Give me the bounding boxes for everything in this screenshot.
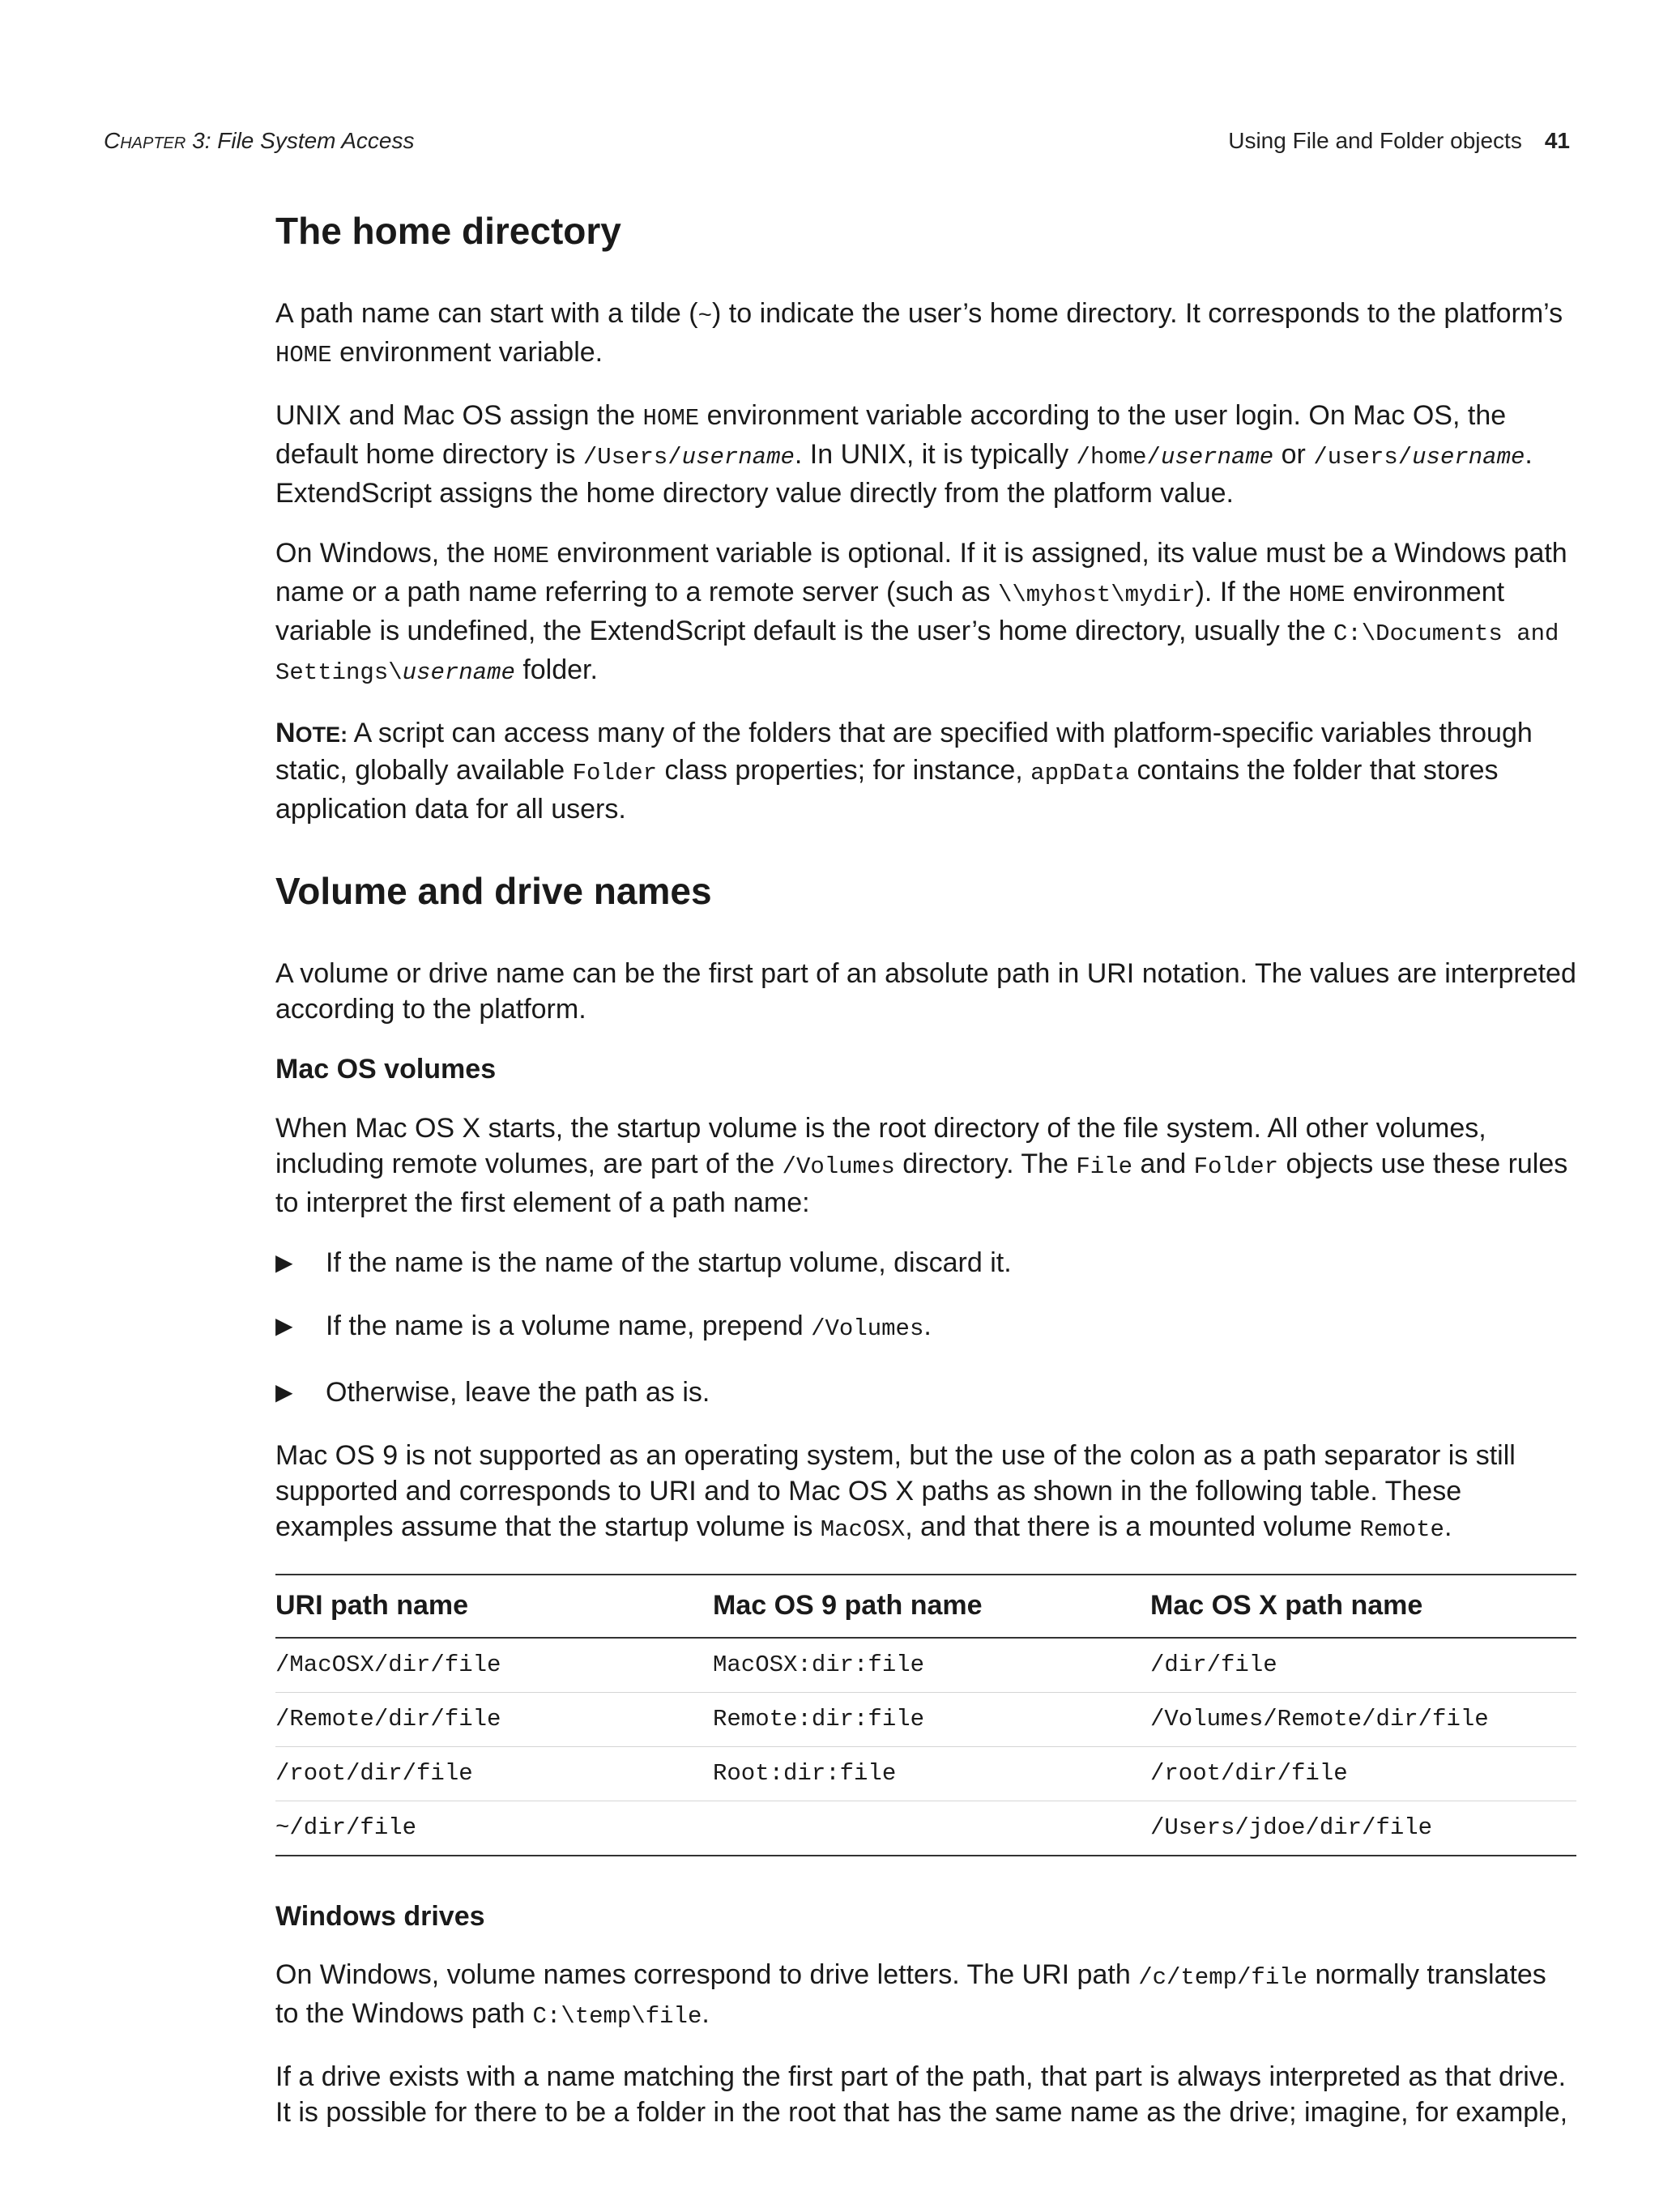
text: folder.: [514, 654, 598, 686]
bullet-arrow-icon: ▶: [275, 1249, 293, 1275]
text: and: [1132, 1148, 1194, 1179]
text: objects use these rules to interpret the first element of a path name:: [275, 1148, 1568, 1218]
mac-paragraph-2: [275, 1438, 1576, 1548]
code-username: username: [1412, 444, 1525, 471]
table-cell: /root/dir/file: [1150, 1746, 1576, 1801]
table-cell: /Volumes/Remote/dir/file: [1150, 1692, 1576, 1746]
table-row: [275, 1638, 1576, 1693]
note-paragraph: [275, 715, 1576, 827]
code-home-path: [1077, 444, 1274, 471]
page-header: [104, 128, 1570, 160]
code-appdata: appData: [1030, 760, 1129, 787]
text: or: [1273, 439, 1314, 471]
table-cell: /Users/jdoe/dir/file: [1150, 1801, 1576, 1856]
code-home: HOME: [275, 342, 332, 369]
text: A script can access many of the folders that are specified with platform-specific variables through static, globally available: [275, 718, 1533, 786]
chapter-name: 3: File System Access: [186, 128, 415, 153]
code-server-path: \\myhost\mydir: [997, 582, 1196, 609]
code-users-path: [583, 444, 795, 471]
text: contains the folder that stores application data for all users.: [275, 755, 1499, 825]
page-number: 41: [1544, 128, 1570, 153]
text: Mac OS 9 is not supported as an operating system, but the use of the colon as a path separator is still supported and corresponds to URI and to Mac OS X paths as shown in the following table. These examples assume that the startup volume is: [275, 1439, 1516, 1542]
list-item: [275, 1308, 1576, 1347]
code-volumes: /Volumes: [811, 1315, 924, 1342]
home-paragraph-2: [275, 398, 1576, 511]
chapter-prefix: Chapter: [104, 128, 186, 153]
text: , and that there is a mounted volume: [905, 1511, 1360, 1542]
heading-windows-drives: Windows drives: [275, 1900, 485, 1932]
text: When Mac OS X starts, the startup volume is the root directory of the file system. All other volumes, including remote volumes, are part of the: [275, 1112, 1486, 1179]
mac-paragraph-1: [275, 1110, 1576, 1221]
text: On Windows, volume names correspond to drive letters. The URI path: [275, 1958, 1139, 1990]
table-cell: MacOSX:dir:file: [713, 1638, 1150, 1693]
text: directory. The: [894, 1148, 1077, 1179]
table-cell: /root/dir/file: [275, 1746, 713, 1801]
windows-paragraph-1: [275, 1957, 1576, 2035]
heading-mac-os-volumes: Mac OS volumes: [275, 1054, 497, 1085]
code-home: HOME: [642, 405, 700, 433]
column-header: Mac OS 9 path name: [713, 1575, 1150, 1638]
text: On Windows, the: [275, 538, 493, 569]
table-cell: Root:dir:file: [713, 1746, 1150, 1801]
section-title: Using File and Folder objects: [1228, 128, 1522, 153]
list-item-text: If the name is a volume name, prepend: [326, 1310, 812, 1341]
code-users-lower-path: [1313, 444, 1525, 471]
code-username: username: [402, 659, 515, 687]
list-item: [275, 1375, 1576, 1410]
table-cell: Remote:dir:file: [713, 1692, 1150, 1746]
note-label-initial: N: [275, 718, 296, 749]
chapter-title: [104, 128, 415, 154]
code-volumes: /Volumes: [782, 1153, 895, 1180]
table-cell: /MacOSX/dir/file: [275, 1638, 713, 1693]
heading-home-directory: The home directory: [275, 210, 621, 252]
code-remote: Remote: [1359, 1515, 1444, 1543]
text: .: [1444, 1511, 1452, 1542]
text: ). If the: [1195, 577, 1289, 608]
note-label: [275, 718, 348, 748]
windows-paragraph-2: If a drive exists with a name matching the first part of the path, that part is always interpreted as that drive. It is possible for there to be a folder in the root that has the same name as the drive; imagine, for example,: [275, 2061, 1568, 2128]
text: ) to indicate the user’s home directory. It corresponds to the platform’s: [712, 298, 1563, 330]
table-row: [275, 1746, 1576, 1801]
table-cell: /Remote/dir/file: [275, 1692, 713, 1746]
text: . In UNIX, it is typically: [794, 439, 1077, 471]
path-table: [275, 1574, 1576, 1856]
text: environment variable is undefined, the ExtendScript default is the user’s home directory, usually the: [275, 577, 1505, 647]
list-item-text: If the name is the name of the startup volume, discard it.: [326, 1247, 1012, 1278]
code-username: username: [681, 444, 795, 471]
code-part: /users/: [1313, 444, 1413, 471]
list-item: [275, 1245, 1576, 1281]
bullet-arrow-icon: ▶: [275, 1379, 293, 1404]
table-row: [275, 1692, 1576, 1746]
rules-list: [275, 1245, 1576, 1410]
text: class properties; for instance,: [657, 755, 1031, 786]
code-home: HOME: [1288, 582, 1346, 609]
home-paragraph-3: [275, 535, 1576, 691]
code-part: C:\Documents and Settings\: [275, 620, 1559, 687]
text: .: [702, 1997, 710, 2029]
table-cell: ~/dir/file: [275, 1801, 713, 1856]
text: normally translates to the Windows path: [275, 1958, 1546, 2029]
table-cell: [713, 1801, 1150, 1856]
table-header-row: [275, 1575, 1576, 1638]
text: UNIX and Mac OS assign the: [275, 400, 643, 432]
volume-intro: A volume or drive name can be the first part of an absolute path in URI notation. The values are interpreted according to the platform.: [275, 958, 1576, 1025]
column-header: Mac OS X path name: [1150, 1575, 1576, 1638]
code-username: username: [1160, 444, 1274, 471]
bullet-arrow-icon: ▶: [275, 1312, 293, 1338]
table-row: [275, 1801, 1576, 1856]
code-folder: Folder: [572, 760, 658, 787]
code-home: HOME: [493, 543, 549, 570]
note-label-rest: OTE:: [295, 722, 348, 748]
code-part: /Users/: [582, 444, 682, 471]
code-file: File: [1076, 1153, 1133, 1180]
code-folder: Folder: [1193, 1153, 1279, 1180]
code-windows-path: C:\temp\file: [532, 2002, 702, 2030]
text: A path name can start with a tilde (: [275, 298, 698, 330]
table-cell: /dir/file: [1150, 1638, 1576, 1693]
list-item-text: .: [923, 1310, 932, 1341]
text: environment variable according to the user login. On Mac OS, the default home directory is: [275, 400, 1507, 471]
text: environment variable.: [331, 337, 603, 369]
code-tilde: ~: [697, 303, 713, 330]
text: environment variable is optional. If it is assigned, its value must be a Windows path name or a path name referring to a remote server (such as: [275, 538, 1567, 608]
column-header: URI path name: [275, 1575, 713, 1638]
heading-volume-drive-names: Volume and drive names: [275, 870, 712, 913]
list-item-text: Otherwise, leave the path as is.: [326, 1376, 710, 1408]
code-macosx: MacOSX: [820, 1515, 906, 1543]
text: . ExtendScript assigns the home directory value directly from the platform value.: [275, 439, 1533, 509]
page-content: [275, 209, 1576, 2154]
header-right: [1228, 128, 1570, 154]
code-part: /home/: [1076, 444, 1161, 471]
code-uri-path: /c/temp/file: [1138, 1963, 1308, 1991]
home-paragraph-1: [275, 296, 1576, 373]
